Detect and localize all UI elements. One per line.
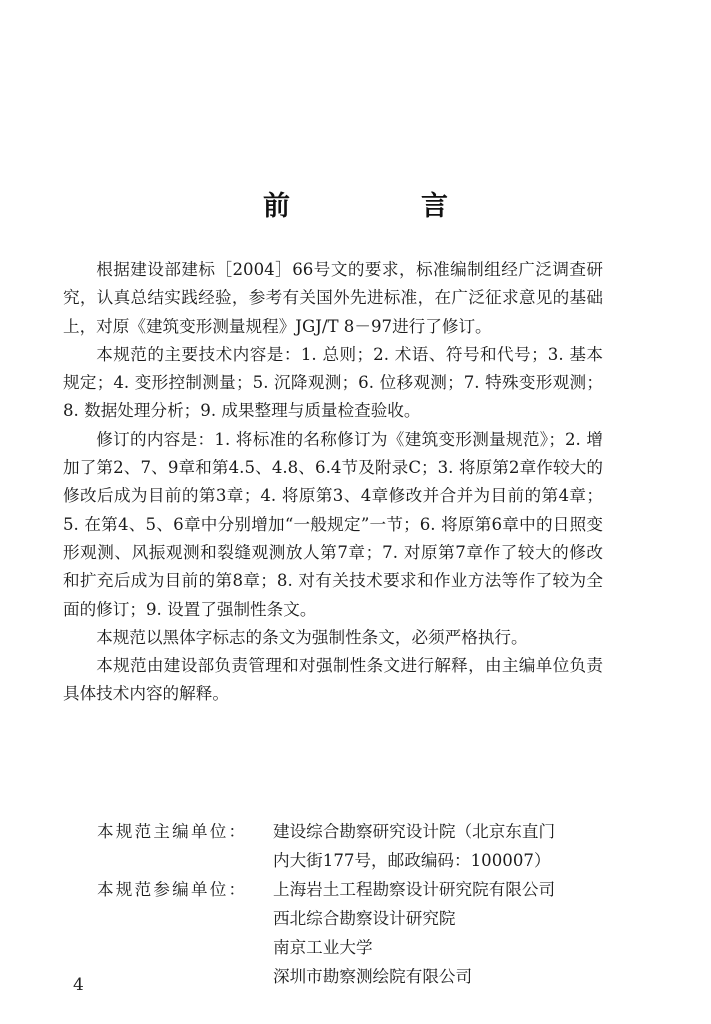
- participating-unit: 南京工业大学: [273, 938, 373, 957]
- participating-unit-row: [97, 875, 607, 991]
- chief-unit-line: 建设综合勘察研究设计院（北京东直门: [273, 822, 556, 841]
- participating-unit-list: [273, 875, 607, 991]
- participating-unit-label: 本规范参编单位：: [97, 880, 248, 899]
- participating-unit: 西北综合勘察设计研究院: [273, 909, 456, 928]
- paragraph-management: 本规范由建设部负责管理和对强制性条文进行解释，由主编单位负责具体技术内容的解释。: [63, 656, 603, 704]
- chief-unit-row: [97, 817, 607, 875]
- paragraph-revision-content: 修订的内容是：1. 将标准的名称修订为《建筑变形测量规范》；2. 增加了第2、7、9章和第4.5、4.8、6.4节及附录C；3. 将原第2章作较大的修改后成为目前的第3章；4. 将原第3、4章修改并合并为目前的第4章；5. 在第4、5、6章中分别增加“一般规定”一节；6. 将原第6章中的日照变形观测、风振观测和裂缝观测放人第7章；7. 对原第7章作了较大的修改和扩充后成为目前的第8章；8. 对有关技术要求和作业方法等作了较为全面的修订；9. 设置了强制性条文。: [63, 429, 603, 619]
- paragraph-revision-basis: 根据建设部建标［2004］66号文的要求，标准编制组经广泛调查研究，认真总结实践经验，参考有关国外先进标准，在广泛征求意见的基础上，对原《建筑变形测量规程》JGJ/T 8－97进行了修订。: [63, 260, 603, 336]
- editing-units: [97, 817, 607, 991]
- chief-unit-line: 内大街177号，邮政编码：100007）: [273, 851, 551, 870]
- chief-unit-value: [273, 817, 607, 875]
- participating-unit: 深圳市勘察测绘院有限公司: [273, 967, 473, 986]
- paragraph-main-content: 本规范的主要技术内容是：1. 总则；2. 术语、符号和代号；3. 基本规定；4. 变形控制测量；5. 沉降观测；6. 位移观测；7. 特殊变形观测；8. 数据处理分析；9. 成果整理与质量检查验收。: [63, 344, 603, 421]
- page-number: 4: [73, 975, 84, 995]
- chief-unit-label: 本规范主编单位：: [97, 822, 248, 841]
- paragraph-mandatory-clauses: 本规范以黑体字标志的条文为强制性条文，必须严格执行。: [96, 627, 528, 647]
- participating-unit: 上海岩土工程勘察设计研究院有限公司: [273, 880, 556, 899]
- preface-body: [63, 256, 603, 709]
- page-title: 前 言: [263, 191, 500, 222]
